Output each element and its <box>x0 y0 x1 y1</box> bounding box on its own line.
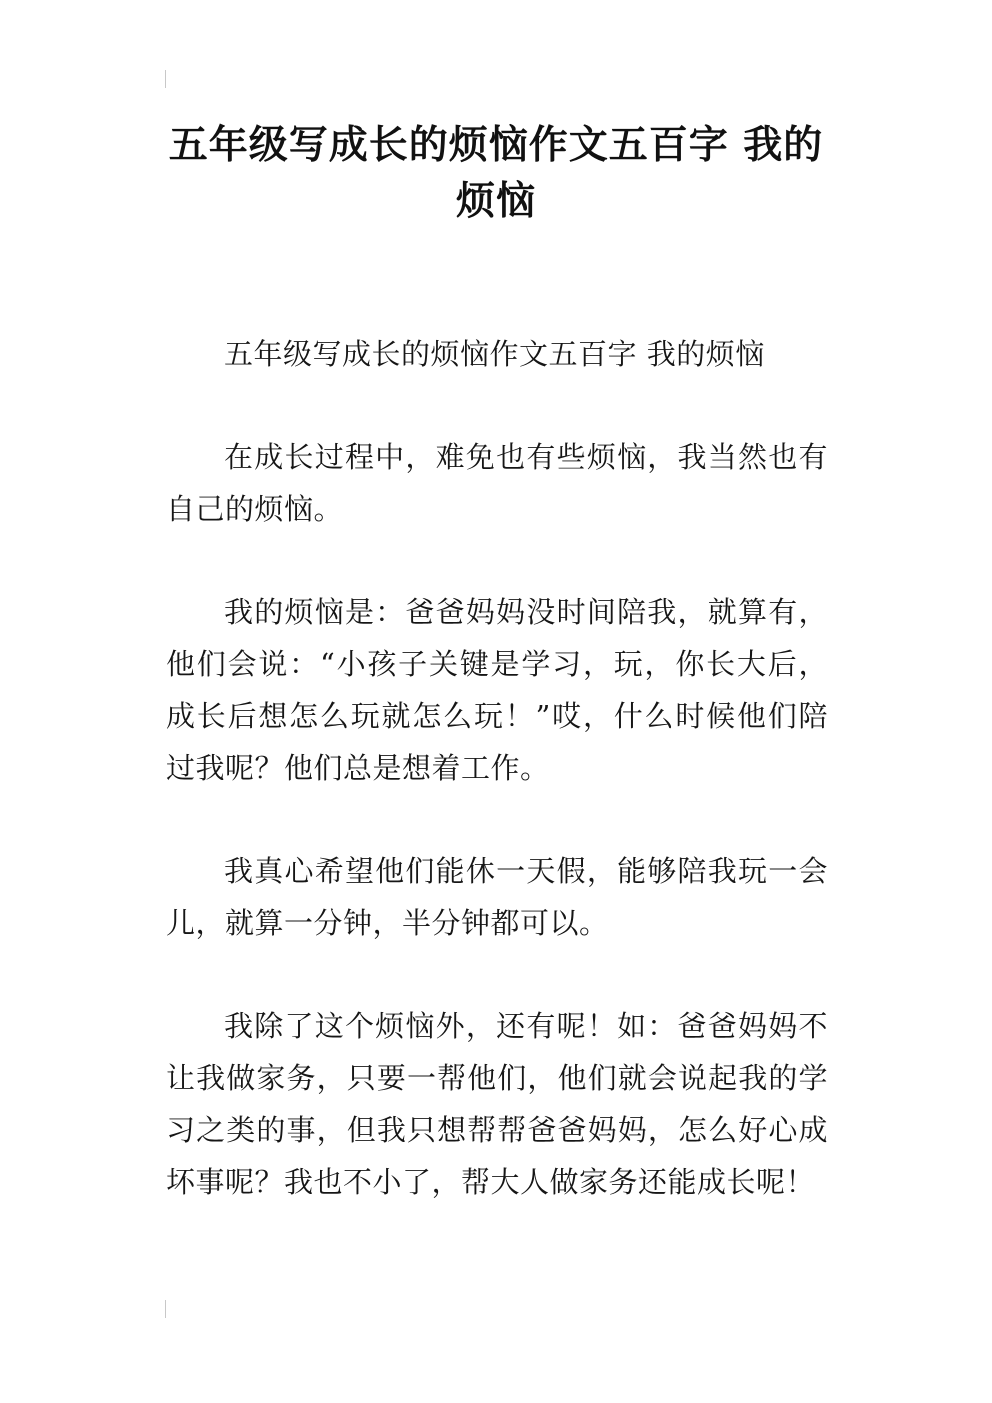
paragraph-1: 在成长过程中，难免也有些烦恼，我当然也有自己的烦恼。 <box>166 440 828 526</box>
paragraph-4: 我除了这个烦恼外，还有呢！如：爸爸妈妈不让我做家务，只要一帮他们，他们就会说起我的学习之类的事，但我只想帮帮爸爸妈妈，怎么好心成坏事呢？我也不小了，帮大人做家务还能成长呢！ <box>166 1009 828 1199</box>
bottom-margin-mark <box>165 1300 166 1318</box>
document-body <box>166 328 828 1259</box>
paragraph-3: 我真心希望他们能休一天假，能够陪我玩一会儿，就算一分钟，半分钟都可以。 <box>166 854 828 940</box>
document-subtitle: 五年级写成长的烦恼作文五百字 我的烦恼 <box>224 337 765 371</box>
document-title: 五年级写成长的烦恼作文五百字 我的烦恼 <box>168 123 824 224</box>
top-margin-mark <box>165 70 166 88</box>
paragraph-2: 我的烦恼是：爸爸妈妈没时间陪我，就算有，他们会说：“小孩子关键是学习，玩，你长大后，成长后想怎么玩就怎么玩！”哎，什么时候他们陪过我呢？他们总是想着工作。 <box>166 595 828 785</box>
